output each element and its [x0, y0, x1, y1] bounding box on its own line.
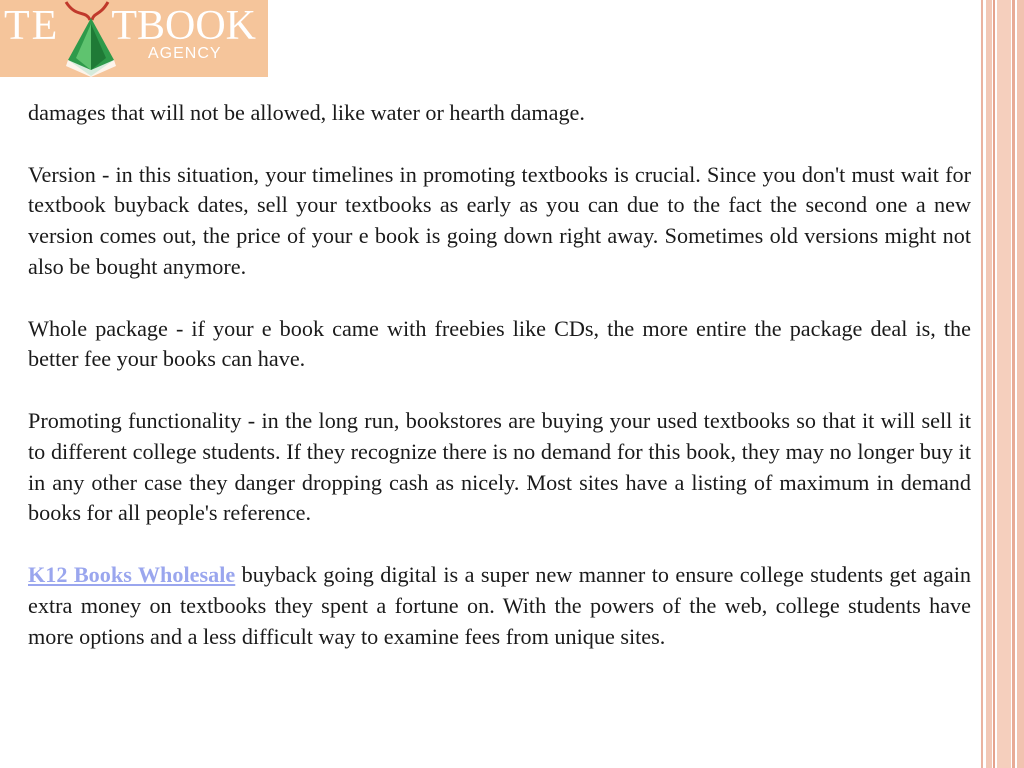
- decorative-stripe: [986, 0, 992, 768]
- paragraph-buyback-digital: [28, 560, 971, 652]
- paragraph-version: Version - in this situation, your timelines in promoting textbooks is crucial. Since you don't must wait for textbook buyback dates, sell your textbooks as early as you can due to the fact the second one a new version comes out, the price of your e book is going down right away. Sometimes old versions might not also be bought anymore.: [28, 161, 971, 279]
- decorative-stripe: [1017, 0, 1024, 768]
- k12-books-wholesale-link[interactable]: K12 Books Wholesale: [28, 561, 236, 587]
- decorative-stripe: [981, 0, 983, 768]
- decorative-stripe: [993, 0, 995, 768]
- textbook-agency-logo: [0, 0, 268, 77]
- slide-body-text: [28, 98, 971, 683]
- logo-main-text: TE TBOOK: [4, 3, 256, 49]
- logo-sub-text: AGENCY: [148, 45, 222, 62]
- paragraph-damages: damages that will not be allowed, like water or hearth damage.: [28, 100, 585, 125]
- decorative-stripe: [1012, 0, 1015, 768]
- paragraph-buyback-text: buyback going digital is a super new manner to ensure college students get again extra money on textbooks they spent a fortune on. With the powers of the web, college students have more options and a less difficult way to examine fees from unique sites.: [28, 561, 971, 649]
- paragraph-promoting-functionality: Promoting functionality - in the long run, bookstores are buying your used textbooks so that it will sell it to different college students. If they recognize there is no demand for this book, they may no longer buy it in any other case they danger dropping cash as nicely. Most sites have a listing of maximum in demand books for all people's reference.: [28, 407, 971, 526]
- paragraph-whole-package: Whole package - if your e book came with freebies like CDs, the more entire the package deal is, the better fee your books can have.: [28, 315, 971, 372]
- decorative-stripe: [997, 0, 1011, 768]
